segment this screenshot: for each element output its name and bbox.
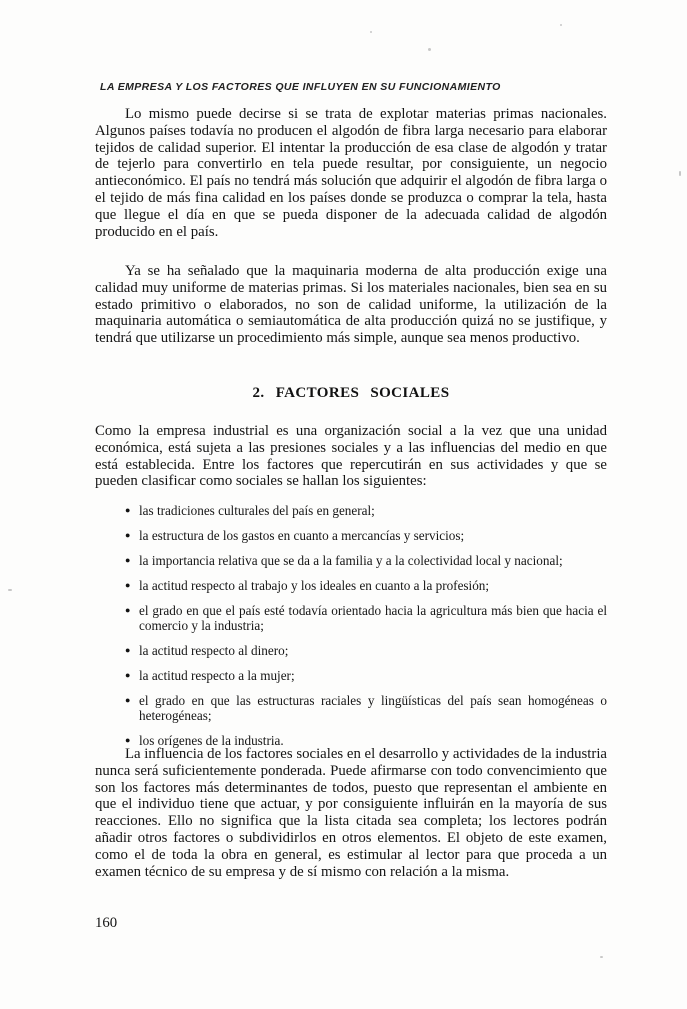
list-item-text: la importancia relativa que se da a la familia y a la colectividad local y nacional; xyxy=(139,553,563,568)
bullet-icon: ● xyxy=(125,670,131,680)
bullet-icon: ● xyxy=(125,505,131,515)
list-item-text: los orígenes de la industria. xyxy=(139,733,284,748)
list-item xyxy=(125,578,607,593)
list-item-text: las tradiciones culturales del país en general; xyxy=(139,503,375,518)
list-item-text: el grado en que las estructuras raciales y lingüísticas del país sean homogéneas o heterogéneas; xyxy=(139,693,607,723)
paragraph-maquinaria: Ya se ha señalado que la maquinaria moderna de alta producción exige una calidad muy uniforme de materias primas. Si los materiales nacionales, bien sea en su estado primitivo o elaborados, no son de calidad uniforme, la utilización de la maquinaria automática o semiautomática de alta producción quizá no se justifique, y tendrá que utilizarse un procedimiento más simple, aunque sea menos productivo. xyxy=(95,263,607,347)
list-item-text: la estructura de los gastos en cuanto a mercancías y servicios; xyxy=(139,528,465,543)
scan-speck xyxy=(370,31,372,33)
list-item xyxy=(125,603,607,633)
paragraph-influencia-factores: La influencia de los factores sociales en el desarrollo y actividades de la industria nunca será suficientemente ponderada. Puede afirmarse con todo convencimiento que son los factores más determinantes de todos, puesto que representan el ambiente en que el individuo tiene que actuar, y por consiguiente influirán en la mayoría de sus reacciones. Ello no significa que la lista citada sea completa; los lectores podrán añadir otros factores o subdividirlos en otros elementos. El objeto de este examen, como el de toda la obra en general, es estimular al lector para que proceda a un examen técnico de su empresa y de sí mismo con relación a la misma. xyxy=(95,746,607,880)
list-item xyxy=(125,528,607,543)
list-item xyxy=(125,553,607,568)
paragraph-empresa-industrial: Como la empresa industrial es una organización social a la vez que una unidad económica, está sujeta a las presiones sociales y a las influencias del medio en que está establecida. Entre los factores que repercutirán en sus actividades y que se pueden clasificar como sociales se hallan los siguientes: xyxy=(95,423,607,490)
list-item xyxy=(125,503,607,518)
list-item-text: la actitud respecto al trabajo y los ideales en cuanto a la profesión; xyxy=(139,578,490,593)
list-item xyxy=(125,643,607,658)
section-heading-factores-sociales: 2. FACTORES SOCIALES xyxy=(252,385,450,401)
list-item xyxy=(125,693,607,723)
scan-speck xyxy=(560,24,562,26)
scan-speck xyxy=(428,48,431,51)
scan-speck xyxy=(679,171,681,176)
page-number: 160 xyxy=(95,915,118,931)
bullet-icon: ● xyxy=(125,580,131,590)
bullet-icon: ● xyxy=(125,645,131,655)
bullet-icon: ● xyxy=(125,695,131,705)
scan-speck xyxy=(600,956,603,958)
scan-speck xyxy=(8,589,12,591)
bullet-icon: ● xyxy=(125,735,131,745)
bullet-icon: ● xyxy=(125,555,131,565)
list-item-text: la actitud respecto al dinero; xyxy=(139,643,289,658)
list-item-text: el grado en que el país esté todavía orientado hacia la agricultura más bien que hacia el comercio y la industria; xyxy=(139,603,607,633)
list-item xyxy=(125,668,607,683)
list-item-text: la actitud respecto a la mujer; xyxy=(139,668,295,683)
bullet-icon: ● xyxy=(125,605,131,615)
running-header: LA EMPRESA Y LOS FACTORES QUE INFLUYEN EN SU FUNCIONAMIENTO xyxy=(100,81,501,93)
bullet-icon: ● xyxy=(125,530,131,540)
paragraph-materias-primas: Lo mismo puede decirse si se trata de explotar materias primas nacionales. Algunos países todavía no producen el algodón de fibra larga necesario para elaborar tejidos de calidad superior. El intentar la producción de esa clase de algodón y tratar de tejerlo para convertirlo en tela puede resultar, por consiguiente, un negocio antieconómico. El país no tendrá más solución que adquirir el algodón de fibra larga o el tejido de más fina calidad en los países donde se produzca o comprar la tela, hasta que llegue el día en que se pueda disponer de la adecuada calidad de algodón producido en el país. xyxy=(95,106,607,240)
bullet-list-factores xyxy=(125,503,607,758)
